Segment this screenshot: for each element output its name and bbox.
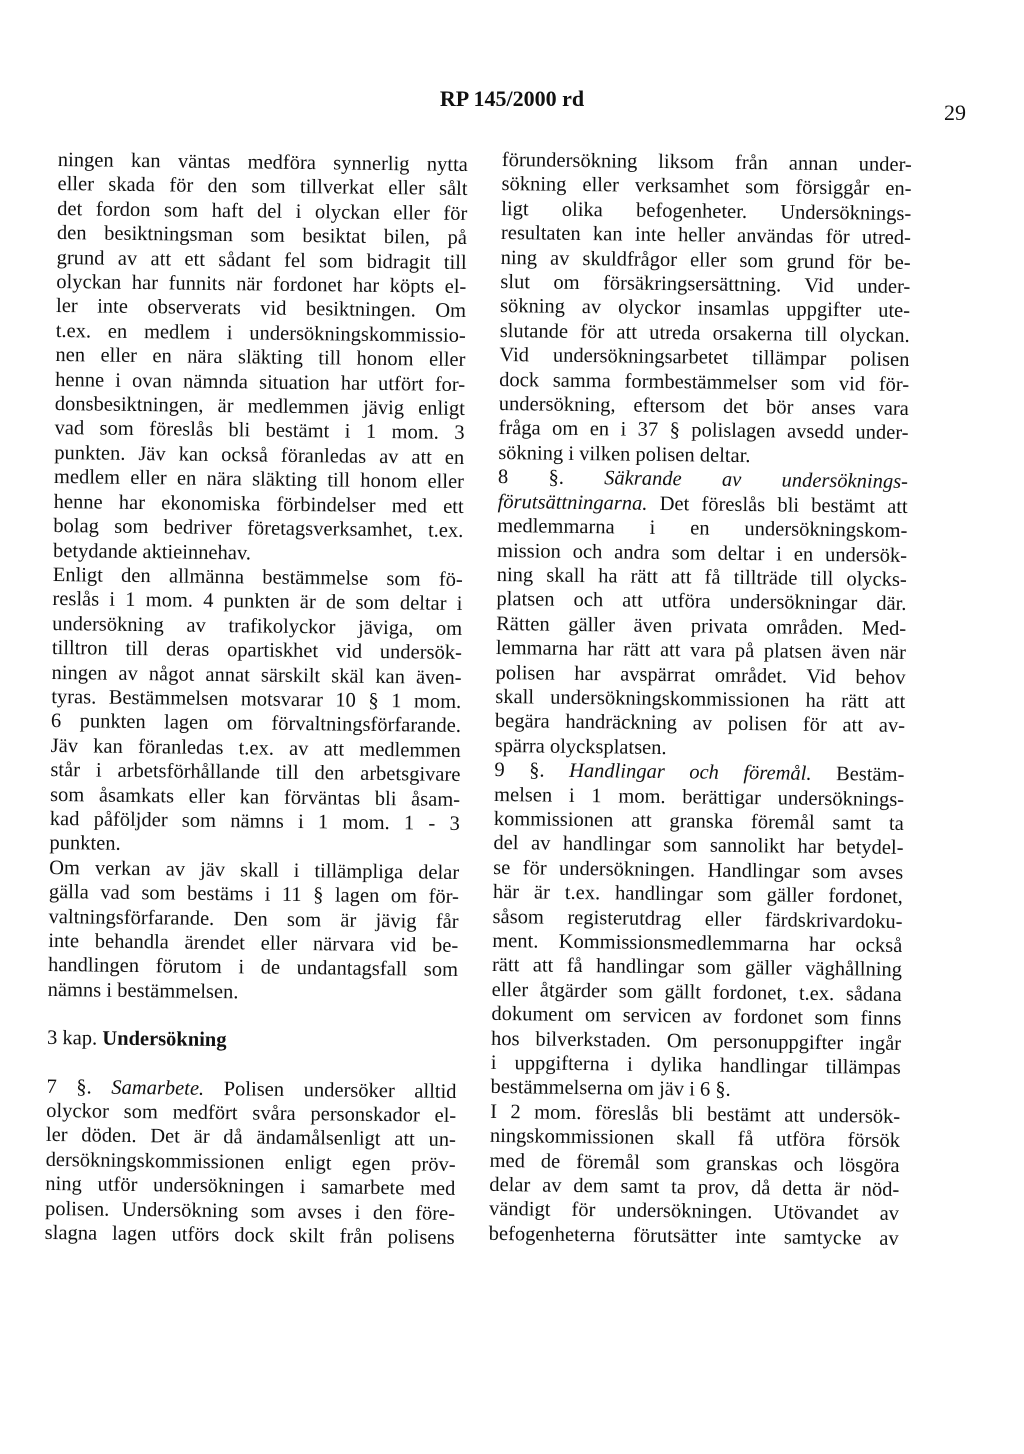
text-line: se för undersökningen. Handlingar som avses xyxy=(493,856,904,884)
text-line: polisen. Undersökning som avses i den före- xyxy=(44,1197,456,1225)
text-line: valtningsförfarande. Den som är jävig får xyxy=(48,905,459,933)
text-line: olyckor som medfört svåra personskador el- xyxy=(46,1099,457,1127)
text-line: 6 punkten lagen om förvaltningsförfarande. xyxy=(50,710,462,738)
text-line: ningen kan väntas medföra synnerlig nytta xyxy=(57,148,468,177)
text-line: befogenheterna förutsätter inte samtycke av xyxy=(488,1222,899,1250)
section-7-text: Polisen undersöker alltid xyxy=(223,1077,457,1103)
text-line: begära handräckning av polisen för att av- xyxy=(494,710,906,738)
page-number: 29 xyxy=(944,100,966,125)
text-line: bestämmelserna om jäv i 6 §. xyxy=(490,1076,731,1102)
text-line: ning utför undersökningen i samarbete med xyxy=(45,1173,456,1201)
text-line: mission och andra som deltar i en undersök- xyxy=(496,539,908,567)
text-line: nen eller en nära släkting till honom eller xyxy=(55,344,466,372)
text-line: t.ex. en medlem i undersökningskommissio- xyxy=(55,319,466,347)
text-line: det fordon som haft del i olyckan eller för xyxy=(57,197,468,225)
text-line: i uppgifterna i dylika handlingar tillämpas xyxy=(490,1051,901,1079)
text-line: fråga om en i 37 § polislagen avsedd under- xyxy=(498,417,909,445)
text-line: Om verkan av jäv skall i tillämpliga delar xyxy=(49,856,460,884)
text-line: inte behandla ärendet eller närvara vid be- xyxy=(48,929,459,957)
section-7-heading: Samarbete. xyxy=(111,1076,205,1100)
text-line: förundersökning liksom från annan under- xyxy=(501,148,912,177)
text-line: eller skada för den som tillverkat eller sålt xyxy=(57,173,468,201)
text-line: rätt att få handlingar som gäller väghållning xyxy=(491,954,903,982)
text-line: henne i ovan nämnda situation har utfört for- xyxy=(55,368,466,396)
text-line: olyckan har funnits när fordonet har köpts el- xyxy=(56,271,467,299)
text-line: ning skall ha rätt att få tillträde till olycks- xyxy=(496,563,907,591)
text-line: del av handlingar som sannolikt har betydel- xyxy=(493,832,904,860)
text-line: sökning i vilken polisen deltar. xyxy=(498,441,751,467)
right-column xyxy=(489,148,912,1251)
section-9-label: 9 §. xyxy=(494,759,545,782)
text-line: undersökning, eftersom det bör anses vara xyxy=(498,393,909,421)
text-line: vändigt för undersökningen. Utövandet av xyxy=(488,1198,900,1226)
text-line: punkten. xyxy=(49,832,121,856)
text-line: som åsamkats eller kan förväntas bli åsam- xyxy=(49,783,461,811)
chapter-title: Undersökning xyxy=(102,1027,227,1052)
section-8-heading: Säkrande av undersöknings- xyxy=(604,467,909,494)
text-line: eller åtgärder som gällt fordonet, t.ex. sådana xyxy=(491,978,902,1006)
text-line: bolag som bedriver företagsverksamhet, t.ex. xyxy=(53,515,464,543)
text-line: lemmarna har rätt att vara på platsen även när xyxy=(495,637,906,665)
text-line: sökning av olyckor insamlas uppgifter ute- xyxy=(499,295,911,323)
text-line: dock samma formbestämmelser som vid för- xyxy=(499,368,910,396)
text-line: tilltron till deras opartiskhet vid undersök- xyxy=(51,637,462,665)
text-line: ning av skuldfrågor eller som grund för be- xyxy=(500,246,911,274)
text-line: handlingen förutom i de undantagsfall som xyxy=(47,954,459,982)
text-line: kad påföljder som nämns i 1 mom. 1 - 3 xyxy=(49,807,460,835)
section-9-heading: Handlingar och föremål. xyxy=(568,760,812,785)
text-line: I 2 mom. föreslås bli bestämt att undersök- xyxy=(490,1100,901,1128)
text-line: ment. Kommissionsmedlemmarna har också xyxy=(492,929,903,957)
text-line: nämns i bestämmelsen. xyxy=(47,978,239,1004)
text-line: gälla vad som bestäms i 11 § lagen om för- xyxy=(48,881,460,909)
text-line: medlem eller en nära släkting till honom eller xyxy=(53,466,465,494)
section-7-label: 7 §. xyxy=(46,1075,92,1099)
text-line: delar av dem samt ta prov, då detta är nöd- xyxy=(489,1173,900,1201)
text-line: Jäv kan föranledas t.ex. av att medlemmen xyxy=(50,734,461,762)
text-line: Vid undersökningsarbetet tillämpar polisen xyxy=(499,344,910,372)
text-line: sökning eller verksamhet som försiggår en- xyxy=(501,173,912,201)
text-line: spärra olycksplatsen. xyxy=(494,734,667,759)
text-line: hos bilverkstaden. Om personuppgifter ingår xyxy=(490,1027,902,1055)
text-line: den besiktningsman som besiktat bilen, på xyxy=(56,222,468,250)
text-line: medlemmarna i en undersökningskom- xyxy=(497,515,908,543)
text-line: grund av att ett sådant fel som bidragit till xyxy=(56,246,467,274)
text-line: henne har ekonomiska förbindelser med ett xyxy=(53,490,464,518)
text-line: ligt olika befogenheter. Undersöknings- xyxy=(501,197,912,225)
text-line: polisen har avspärrat området. Vid behov xyxy=(495,661,906,689)
text-line: med de föremål som granskas och lösgöra xyxy=(489,1149,900,1177)
text-line: Enligt den allmänna bestämmelse som fö- xyxy=(52,563,463,591)
chapter-prefix: 3 kap. xyxy=(46,1027,98,1050)
text-line: tyras. Bestämmelsen motsvarar 10 § 1 mom. xyxy=(51,685,462,713)
text-line: undersökning av trafikolyckor jäviga, om xyxy=(52,612,463,640)
text-line: kommissionen att granska föremål samt ta xyxy=(493,807,904,835)
text-line: slagna lagen utförs dock skilt från polisens xyxy=(44,1221,455,1249)
text-line: Rätten gäller även privata områden. Med- xyxy=(496,612,907,640)
text-line: ningskommissionen skall få utföra försök xyxy=(489,1125,901,1153)
text-line: dersökningskommissionen enligt egen pröv- xyxy=(45,1148,456,1176)
text-line: ningen av något annat särskilt skäl kan även- xyxy=(51,661,462,689)
section-8-label: 8 §. xyxy=(497,466,565,490)
text-line: resultaten kan inte heller användas för utred- xyxy=(500,222,912,250)
text-line: slutande för att utreda orsakerna till olyckan. xyxy=(499,319,910,347)
text-line: slut om försäkringsersättning. Vid under- xyxy=(500,271,911,299)
text-line: ler inte observerats vid besiktningen. Om xyxy=(55,295,467,323)
text-line: står i arbetsförhållande till den arbetsgivare xyxy=(50,759,461,787)
text-line: platsen och att utföra undersökningar där. xyxy=(496,588,907,616)
text-line: punkten. Jäv kan också föranledas av att en xyxy=(54,441,465,469)
chapter-heading xyxy=(47,1026,457,1055)
section-8-heading-cont: förutsättningarna. xyxy=(497,490,648,515)
text-line: reslås i 1 mom. 4 punkten är de som deltar i xyxy=(52,588,463,616)
document-reference: RP 145/2000 rd xyxy=(439,86,585,111)
text-line: såsom registerutdrag eller färdskrivardoku- xyxy=(492,905,903,933)
section-8-text: Det föreslås bli bestämt att xyxy=(659,492,908,518)
text-line: donsbesiktningen, är medlemmen jävig enligt xyxy=(54,393,465,421)
section-9-text: Bestäm- xyxy=(835,763,905,787)
text-line: här är t.ex. handlingar som gäller fordonet, xyxy=(492,881,904,909)
text-line: vad som föreslås bli bestämt i 1 mom. 3 xyxy=(54,417,465,445)
left-column xyxy=(45,148,468,1250)
text-line: skall undersökningskommissionen ha rätt att xyxy=(495,685,906,713)
text-line: ler döden. Det är då ändamålsenligt att un- xyxy=(45,1124,457,1152)
text-line: betydande aktieinnehav. xyxy=(52,539,252,564)
text-line: dokument om servicen av fordonet som finns xyxy=(491,1003,902,1031)
text-line: melsen i 1 mom. berättigar undersöknings- xyxy=(493,783,905,811)
